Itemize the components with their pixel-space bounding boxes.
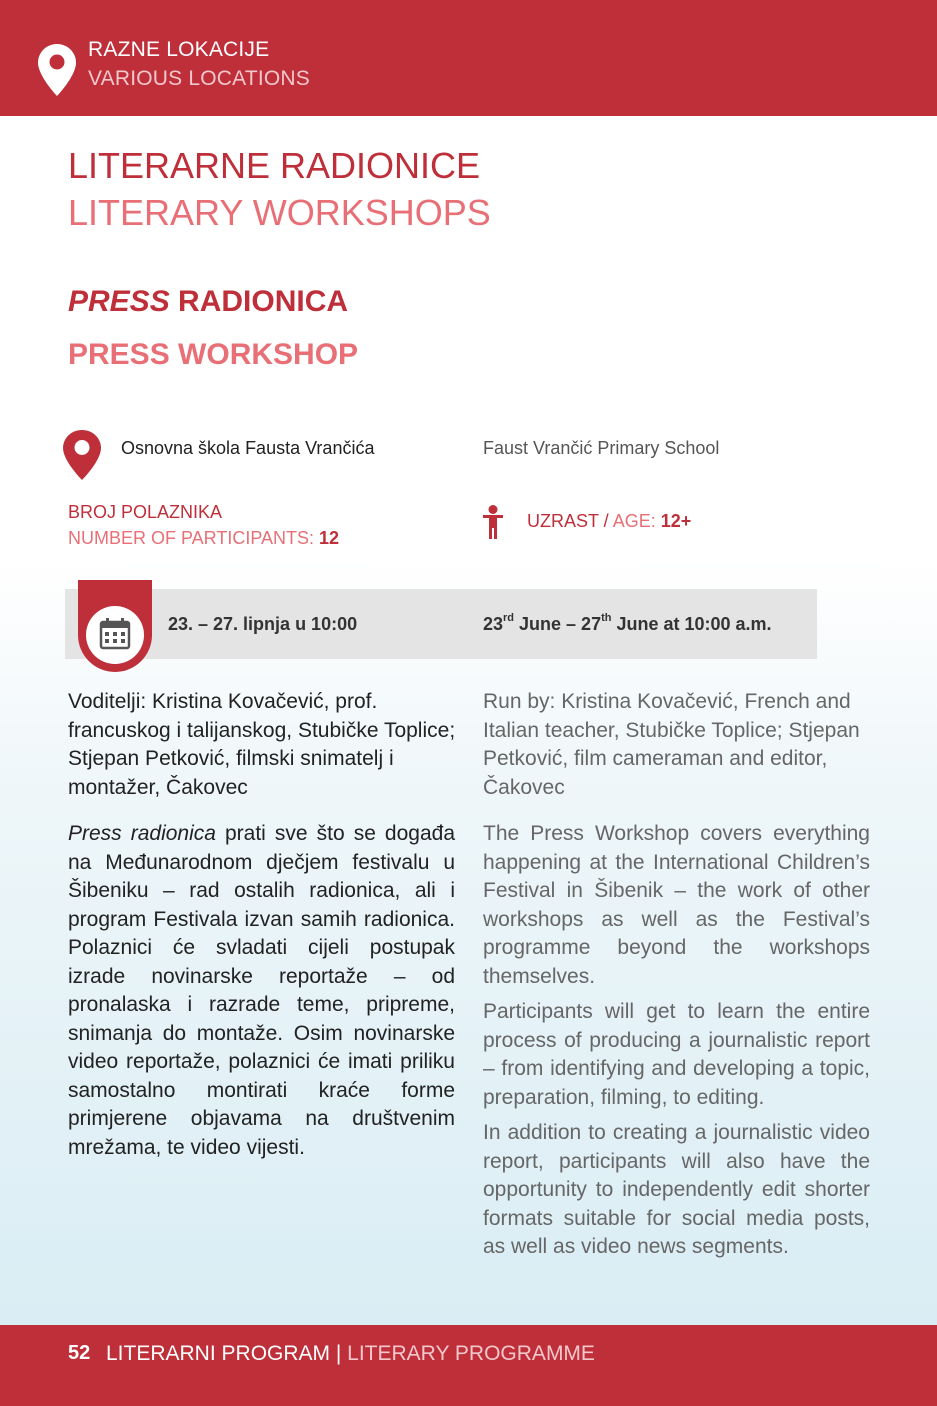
date-en-day1: 23 [483,614,504,634]
footer-bar [0,1325,937,1406]
person-icon [481,505,505,539]
date-bar-cap [782,589,817,659]
description-hr-italic: Press radionica [68,822,216,845]
description-en-p2: Participants will get to learn the entire process of producing a journalistic report – from identifying and developing a topic, preparation, filming, to editing. [483,1000,870,1109]
date-en [483,614,772,635]
description-en-p1: The Press Workshop covers everything happening at the International Children’s Festival in Šibenik – the work of other workshops as well as the Festival’s programme beyond the workshops themselves. [483,822,870,988]
section-title-en: LITERARY WORKSHOPS [68,192,491,233]
participants-line [68,528,339,549]
date-en-mid: June – 27 [514,614,602,634]
header-line-en: VARIOUS LOCATIONS [88,67,310,90]
header-line-hr: RAZNE LOKACIJE [88,38,270,61]
workshop-title-hr-italic: PRESS [68,285,170,318]
leaders-en: Run by: Kristina Kovačević, French and Italian teacher, Stubičke Toplice; Stjepan Petković, film cameraman and editor, Čakovec [483,690,860,799]
leaders-hr: Voditelji: Kristina Kovačević, prof. francuskog i talijanskog, Stubičke Toplice; Stjepan Petković, filmski snimatelj i montažer, Čakovec [68,690,456,799]
footer-title-hr: LITERARNI PROGRAM | [106,1342,348,1365]
age-line [527,511,691,532]
venue-pin-icon [63,430,101,480]
page-number: 52 [68,1342,91,1364]
date-en-suffix1: rd [503,612,515,624]
description-en-p3: In addition to creating a journalistic video report, participants will also have the opportunity to independently edit shorter formats suitable for social media posts, as well as video news segments. [483,1121,870,1258]
age-label-hr: UZRAST / [527,511,613,531]
age-label-en: AGE: [612,511,656,531]
date-hr: 23. – 27. lipnja u 10:00 [168,614,358,634]
footer-title-en: LITERARY PROGRAMME [347,1342,595,1365]
section-title-hr: LITERARNE RADIONICE [68,145,481,186]
venue-hr: Osnovna škola Fausta Vrančića [121,438,375,458]
date-en-suffix2: th [601,612,612,624]
venue-en: Faust Vrančić Primary School [483,438,720,458]
description-en [483,820,870,1269]
date-en-rest: June at 10:00 a.m. [611,614,772,634]
calendar-icon [78,580,152,672]
age-value: 12+ [655,511,692,531]
workshop-title-en: PRESS WORKSHOP [68,338,359,371]
description-hr-text: prati sve što se događa na Međunarodnom dječjem festivalu u Šibeniku – rad ostalih radionica, ali i program Festivala izvan samih radionica. Polaznici će svladati cijeli postupak izrade novinarske reportaže – od pronalaska i razrade teme, pripreme, snimanja do montaže. Osim novinarske video reportaže, polaznici će imati priliku samostalno montirati kraće forme primjerene objavama na društvenim mrežama, te video vijesti. [68,822,455,1159]
participants-label-en: NUMBER OF PARTICIPANTS: [68,528,315,548]
header-bar [0,0,937,116]
workshop-title-hr-rest: RADIONICA [169,285,349,318]
description-hr-paragraph [68,820,455,1162]
footer-title [106,1342,595,1366]
description-hr [68,820,455,1162]
participants-value: 12 [314,528,340,548]
location-pin-icon [38,44,76,96]
participants-label-hr: BROJ POLAZNIKA [68,502,223,522]
workshop-title-hr [68,285,348,319]
